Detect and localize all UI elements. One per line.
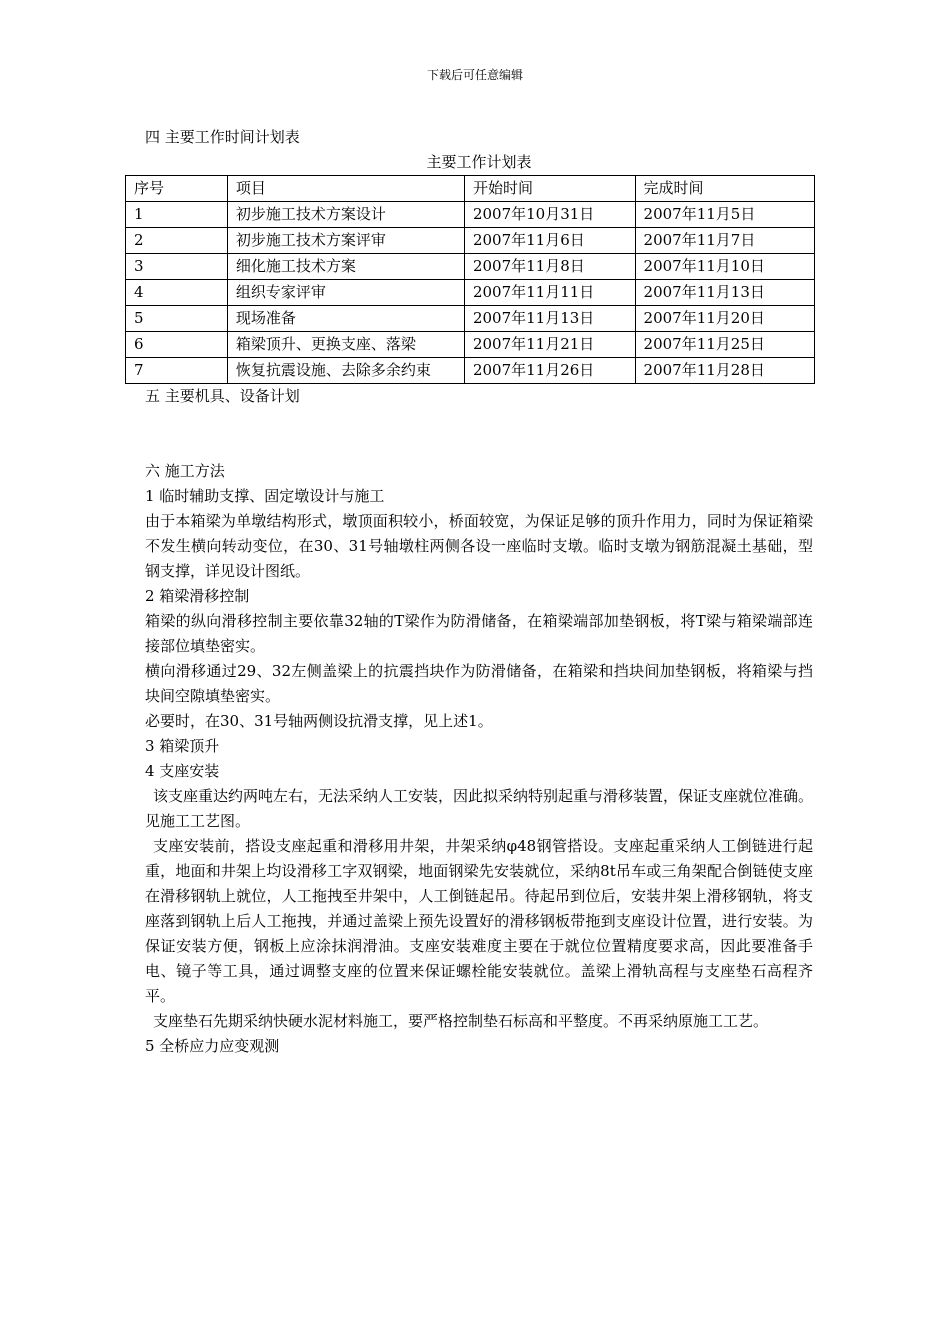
cell-start: 2007年11月8日 (464, 254, 635, 280)
section6-heading: 六 施工方法 (145, 462, 225, 480)
sub4-paragraph-3: 支座垫石先期采纳快硬水泥材料施工，要严格控制垫石标高和平整度。不再采纳原施工工艺。 (153, 1012, 769, 1030)
sub5-heading: 5 全桥应力应变观测 (145, 1037, 280, 1055)
table-header-row (126, 176, 815, 202)
cell-no: 7 (126, 358, 228, 384)
spacer (145, 409, 813, 459)
cell-end: 2007年11月10日 (635, 254, 814, 280)
table-row (126, 332, 815, 358)
cell-item: 组织专家评审 (227, 280, 464, 306)
cell-no: 3 (126, 254, 228, 280)
cell-end: 2007年11月5日 (635, 202, 814, 228)
column-header-no: 序号 (126, 176, 228, 202)
cell-item: 初步施工技术方案评审 (227, 228, 464, 254)
document-body (134, 125, 814, 1059)
cell-no: 6 (126, 332, 228, 358)
section5-heading: 五 主要机具、设备计划 (145, 387, 300, 405)
table-row (126, 358, 815, 384)
table-row (126, 280, 815, 306)
sub4-heading: 4 支座安装 (145, 762, 220, 780)
cell-start: 2007年11月11日 (464, 280, 635, 306)
cell-start: 2007年11月26日 (464, 358, 635, 384)
sub3-heading: 3 箱梁顶升 (145, 737, 220, 755)
cell-end: 2007年11月25日 (635, 332, 814, 358)
column-header-end: 完成时间 (635, 176, 814, 202)
cell-end: 2007年11月28日 (635, 358, 814, 384)
cell-no: 1 (126, 202, 228, 228)
cell-item: 恢复抗震设施、去除多余约束 (227, 358, 464, 384)
table-row (126, 202, 815, 228)
section4-heading: 四 主要工作时间计划表 (145, 128, 300, 146)
cell-no: 4 (126, 280, 228, 306)
column-header-item: 项目 (227, 176, 464, 202)
sub1-heading: 1 临时辅助支撑、固定墩设计与施工 (145, 487, 385, 505)
cell-item: 箱梁顶升、更换支座、落梁 (227, 332, 464, 358)
cell-start: 2007年10月31日 (464, 202, 635, 228)
sub4-paragraph-1: 该支座重达约两吨左右，无法采纳人工安装，因此拟采纳特别起重与滑移装置，保证支座就位准确。见施工工艺图。 (145, 787, 814, 830)
sub2-paragraph-3: 必要时，在30、31号轴两侧设抗滑支撑，见上述1。 (145, 712, 493, 730)
table-row (126, 306, 815, 332)
table-caption: 主要工作计划表 (426, 153, 532, 171)
sub2-paragraph-2: 横向滑移通过29、32左侧盖梁上的抗震挡块作为防滑储备，在箱梁和挡块间加垫钢板，将箱梁与挡块间空隙填垫密实。 (145, 662, 813, 705)
work-plan-table (125, 175, 815, 384)
cell-no: 5 (126, 306, 228, 332)
cell-start: 2007年11月6日 (464, 228, 635, 254)
cell-end: 2007年11月20日 (635, 306, 814, 332)
cell-item: 初步施工技术方案设计 (227, 202, 464, 228)
table-row (126, 228, 815, 254)
cell-start: 2007年11月13日 (464, 306, 635, 332)
header-note: 下载后可任意编辑 (426, 68, 523, 82)
sub2-paragraph-1: 箱梁的纵向滑移控制主要依靠32轴的T梁作为防滑储备，在箱梁端部加垫钢板，将T梁与箱梁端部连接部位填垫密实。 (145, 612, 813, 655)
cell-item: 现场准备 (227, 306, 464, 332)
table-row (126, 254, 815, 280)
sub4-paragraph-2: 支座安装前，搭设支座起重和滑移用井架，井架采纳φ48钢管搭设。支座起重采纳人工倒链进行起重，地面和井架上均设滑移工字双钢梁，地面钢梁先安装就位，采纳8t吊车或三角架配合倒链使支座在滑移钢轨上就位，人工拖拽至井架中，人工倒链起吊。待起吊到位后，安装井架上滑移钢轨，将支座落到钢轨上后人工拖拽，并通过盖梁上预先设置好的滑移钢板带拖到支座设计位置，进行安装。为保证安装方便，钢板上应涂抹润滑油。支座安装难度主要在于就位位置精度要求高，因此要准备手电、镜子等工具，通过调整支座的位置来保证螺栓能安装就位。盖梁上滑轨高程与支座垫石高程齐平。 (145, 837, 813, 1005)
cell-end: 2007年11月13日 (635, 280, 814, 306)
cell-end: 2007年11月7日 (635, 228, 814, 254)
cell-item: 细化施工技术方案 (227, 254, 464, 280)
sub1-paragraph: 由于本箱梁为单墩结构形式，墩顶面积较小，桥面较宽，为保证足够的顶升作用力，同时为保证箱梁不发生横向转动变位，在30、31号轴墩柱两侧各设一座临时支墩。临时支墩为钢筋混凝土基础，型钢支撑，详见设计图纸。 (145, 512, 813, 580)
sub2-heading: 2 箱梁滑移控制 (145, 587, 250, 605)
cell-start: 2007年11月21日 (464, 332, 635, 358)
column-header-start: 开始时间 (464, 176, 635, 202)
cell-no: 2 (126, 228, 228, 254)
